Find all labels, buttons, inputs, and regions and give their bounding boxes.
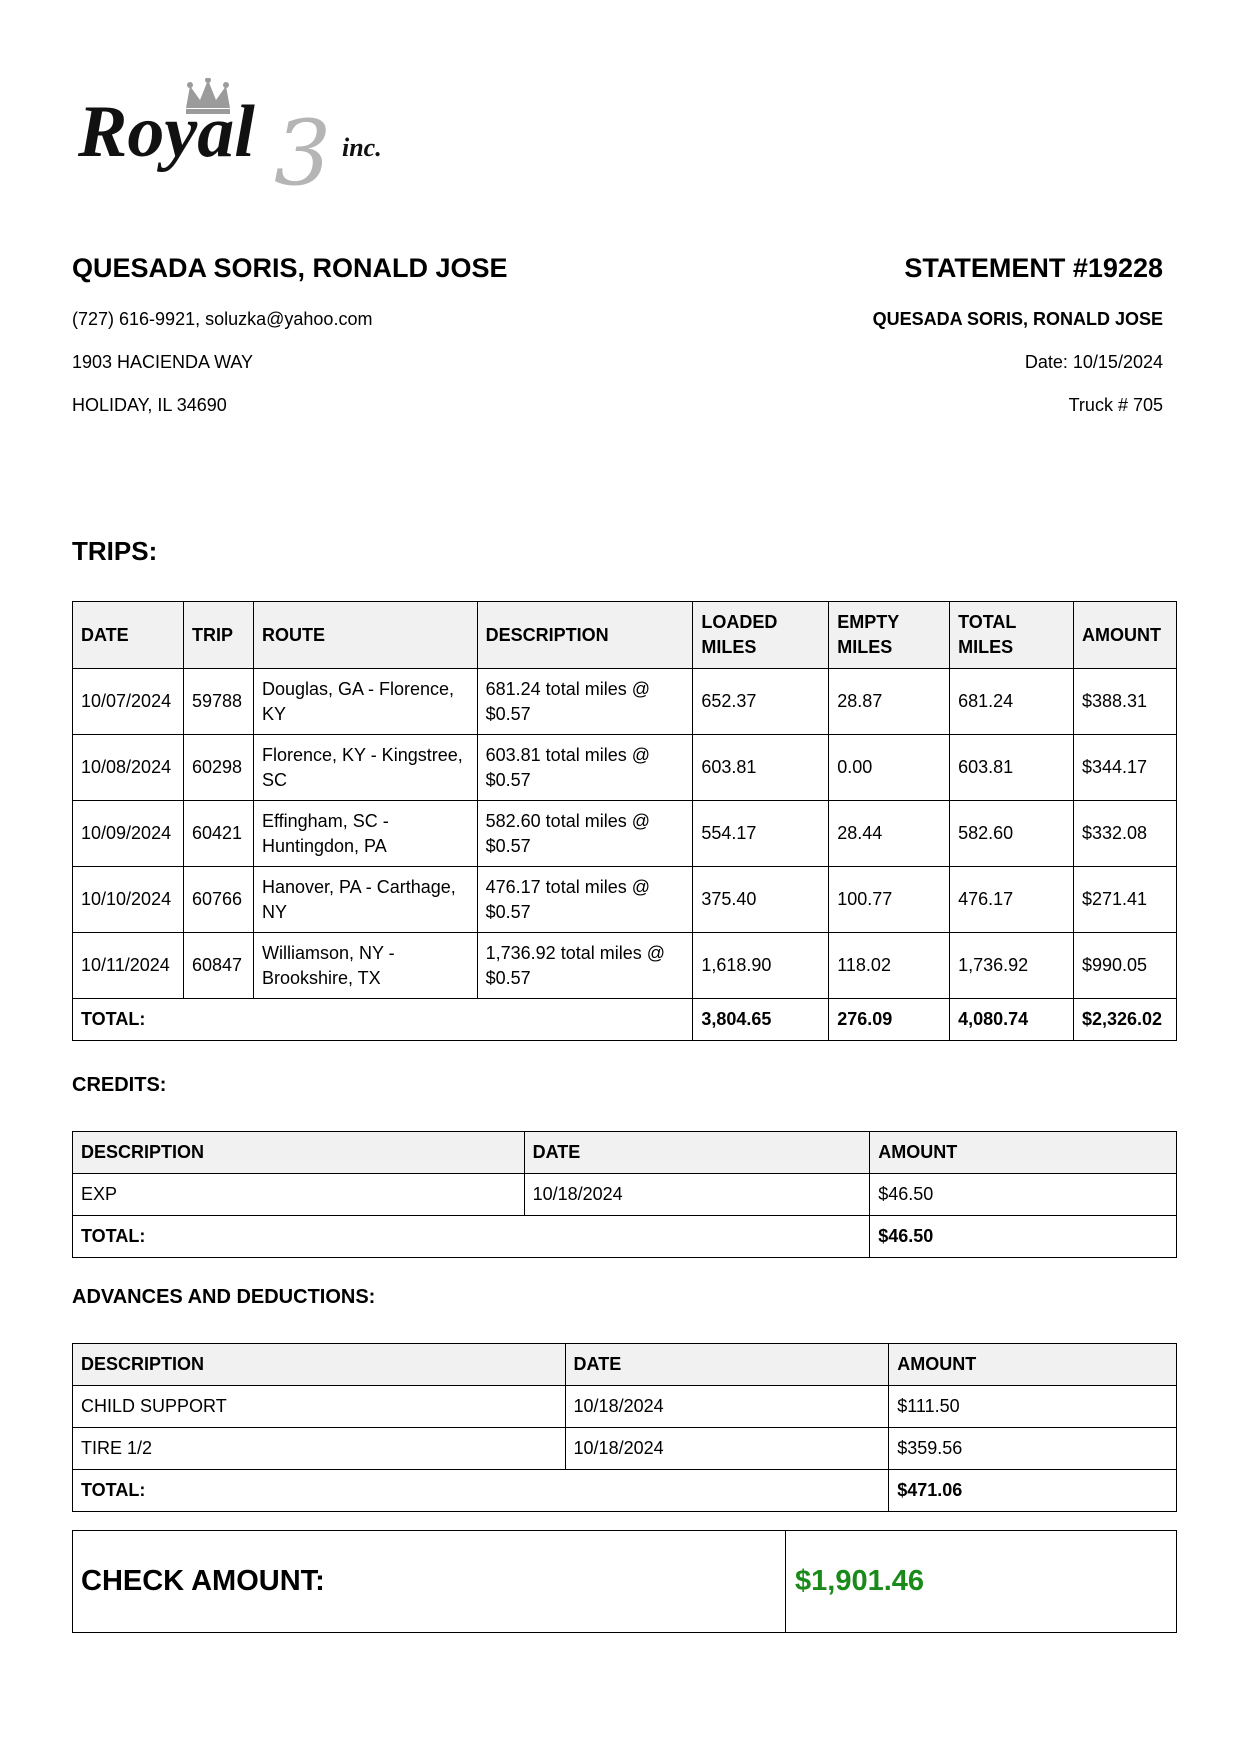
driver-address-line1: 1903 HACIENDA WAY: [72, 352, 254, 372]
statement-truck: Truck # 705: [1068, 395, 1163, 415]
credit-row: [73, 1174, 1177, 1216]
cell-description: 681.24 total miles @ $0.57: [477, 669, 693, 735]
statement-info: [872, 252, 1163, 415]
driver-name: QUESADA SORIS, RONALD JOSE: [72, 253, 508, 283]
logo-suffix: inc.: [342, 133, 382, 162]
statement-title: STATEMENT #19228: [904, 253, 1163, 283]
cell-amount: $271.41: [1073, 867, 1176, 933]
col-header-description: DESCRIPTION: [477, 602, 693, 669]
cell-trip: 60421: [183, 801, 253, 867]
cell-total: 476.17: [950, 867, 1074, 933]
credits-table: [72, 1131, 1177, 1258]
check-amount-label: CHECK AMOUNT:: [73, 1531, 786, 1632]
driver-address-line2: HOLIDAY, IL 34690: [72, 395, 227, 415]
trip-row: [73, 735, 1177, 801]
trips-total-loaded: 3,804.65: [693, 999, 829, 1041]
trips-title: TRIPS:: [72, 536, 158, 566]
cell-loaded: 652.37: [693, 669, 829, 735]
cell-route: Douglas, GA - Florence, KY: [253, 669, 477, 735]
cell-route: Hanover, PA - Carthage, NY: [253, 867, 477, 933]
cell-loaded: 554.17: [693, 801, 829, 867]
cell-total: 1,736.92: [950, 933, 1074, 999]
cell-empty: 0.00: [829, 735, 950, 801]
trip-row: [73, 933, 1177, 999]
cell-amount: $359.56: [889, 1428, 1177, 1470]
credits-col-amount: AMOUNT: [870, 1132, 1177, 1174]
deductions-total-label: TOTAL:: [73, 1470, 889, 1512]
cell-description: 603.81 total miles @ $0.57: [477, 735, 693, 801]
trips-total-label: TOTAL:: [73, 999, 693, 1041]
cell-loaded: 603.81: [693, 735, 829, 801]
credits-title: CREDITS:: [72, 1074, 167, 1096]
cell-loaded: 375.40: [693, 867, 829, 933]
cell-date: 10/07/2024: [73, 669, 184, 735]
company-logo: [78, 78, 398, 190]
cell-description: EXP: [73, 1174, 525, 1216]
deductions-col-amount: AMOUNT: [889, 1344, 1177, 1386]
col-header-loaded-miles: LOADED MILES: [693, 602, 829, 669]
driver-contact: (727) 616-9921, soluzka@yahoo.com: [72, 309, 373, 329]
cell-amount: $332.08: [1073, 801, 1176, 867]
cell-date: 10/18/2024: [565, 1386, 889, 1428]
cell-description: CHILD SUPPORT: [73, 1386, 566, 1428]
cell-amount: $388.31: [1073, 669, 1176, 735]
cell-loaded: 1,618.90: [693, 933, 829, 999]
cell-date: 10/09/2024: [73, 801, 184, 867]
credits-total-label: TOTAL:: [73, 1216, 870, 1258]
cell-total: 582.60: [950, 801, 1074, 867]
cell-trip: 60847: [183, 933, 253, 999]
logo-numeral: 3: [274, 101, 332, 190]
deductions-col-description: DESCRIPTION: [73, 1344, 566, 1386]
cell-route: Williamson, NY - Brookshire, TX: [253, 933, 477, 999]
cell-empty: 28.44: [829, 801, 950, 867]
trips-total-empty: 276.09: [829, 999, 950, 1041]
driver-info: [72, 252, 508, 415]
logo-wordmark: Royal: [78, 91, 255, 173]
statement-date: Date: 10/15/2024: [1024, 352, 1163, 372]
cell-trip: 59788: [183, 669, 253, 735]
cell-description: 476.17 total miles @ $0.57: [477, 867, 693, 933]
trips-total-amount: $2,326.02: [1073, 999, 1176, 1041]
trip-row: [73, 669, 1177, 735]
credits-total-row: [73, 1216, 1177, 1258]
deductions-header-row: [73, 1344, 1177, 1386]
cell-empty: 118.02: [829, 933, 950, 999]
cell-trip: 60298: [183, 735, 253, 801]
col-header-trip: TRIP: [183, 602, 253, 669]
trips-table: [72, 601, 1177, 1041]
cell-trip: 60766: [183, 867, 253, 933]
cell-date: 10/10/2024: [73, 867, 184, 933]
cell-description: TIRE 1/2: [73, 1428, 566, 1470]
trips-total-miles: 4,080.74: [950, 999, 1074, 1041]
credits-col-description: DESCRIPTION: [73, 1132, 525, 1174]
cell-date: 10/18/2024: [565, 1428, 889, 1470]
cell-amount: $990.05: [1073, 933, 1176, 999]
cell-amount: $111.50: [889, 1386, 1177, 1428]
deduction-row: [73, 1428, 1177, 1470]
cell-amount: $46.50: [870, 1174, 1177, 1216]
trips-total-row: [73, 999, 1177, 1041]
cell-total: 603.81: [950, 735, 1074, 801]
cell-route: Florence, KY - Kingstree, SC: [253, 735, 477, 801]
deductions-table: [72, 1343, 1177, 1512]
cell-route: Effingham, SC - Huntingdon, PA: [253, 801, 477, 867]
deductions-total-row: [73, 1470, 1177, 1512]
cell-description: 582.60 total miles @ $0.57: [477, 801, 693, 867]
cell-description: 1,736.92 total miles @ $0.57: [477, 933, 693, 999]
cell-amount: $344.17: [1073, 735, 1176, 801]
cell-date: 10/18/2024: [524, 1174, 870, 1216]
trip-row: [73, 867, 1177, 933]
check-amount-value: $1,901.46: [795, 1565, 925, 1597]
col-header-date: DATE: [73, 602, 184, 669]
trips-header-row: [73, 602, 1177, 669]
credits-header-row: [73, 1132, 1177, 1174]
col-header-total-miles: TOTAL MILES: [950, 602, 1074, 669]
cell-total: 681.24: [950, 669, 1074, 735]
deductions-col-date: DATE: [565, 1344, 889, 1386]
col-header-route: ROUTE: [253, 602, 477, 669]
cell-empty: 100.77: [829, 867, 950, 933]
deductions-title: ADVANCES AND DEDUCTIONS:: [72, 1286, 376, 1308]
col-header-amount: AMOUNT: [1073, 602, 1176, 669]
trip-row: [73, 801, 1177, 867]
cell-date: 10/11/2024: [73, 933, 184, 999]
credits-col-date: DATE: [524, 1132, 870, 1174]
check-amount-box: [72, 1530, 1177, 1633]
cell-empty: 28.87: [829, 669, 950, 735]
cell-date: 10/08/2024: [73, 735, 184, 801]
credits-total-amount: $46.50: [870, 1216, 1177, 1258]
col-header-empty-miles: EMPTY MILES: [829, 602, 950, 669]
deductions-total-amount: $471.06: [889, 1470, 1177, 1512]
deduction-row: [73, 1386, 1177, 1428]
statement-name: QUESADA SORIS, RONALD JOSE: [872, 309, 1163, 329]
